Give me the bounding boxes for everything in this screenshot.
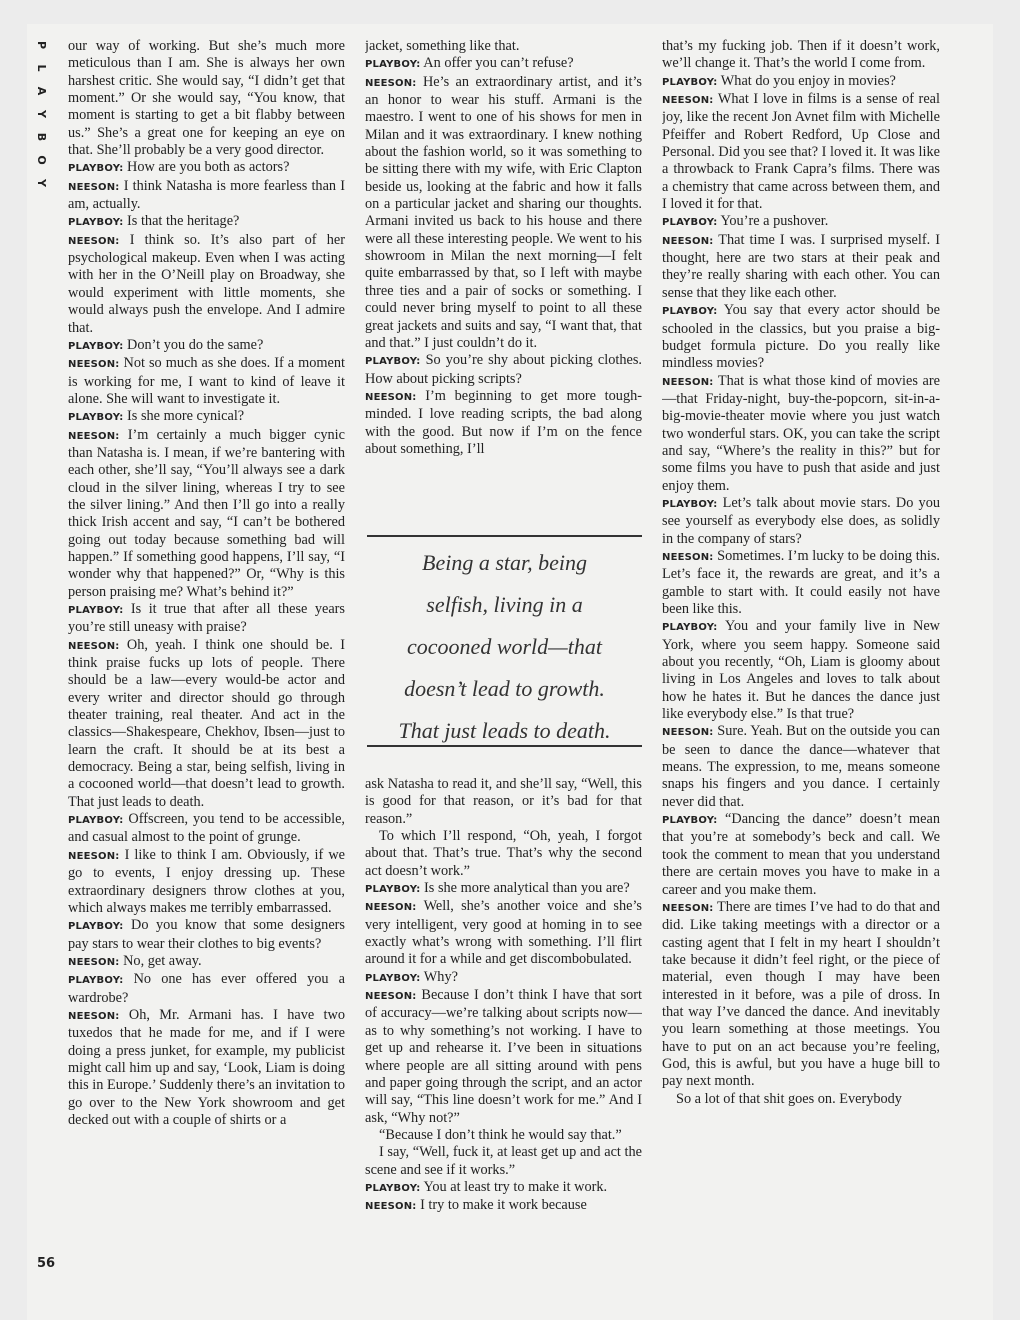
speaker-label: PLAYBOY:: [662, 306, 718, 318]
paragraph: [68, 1007, 345, 1129]
paragraph-text: He’s an extraordinary artist, and it’s an honor to wear his stuff. Armani is the maestro. I went to one of his shows for men in Milan and it was extraordinary. I knew nothing about the fashion world, so it was something to be sitting there with my wife, with Eric Clapton beside us, looking at the fabric and how it falls on a particular jacket and sharing our thoughts. Armani invited us back to his house and there were all these interesting people. We went to his showroom in Milan the next morning—I felt quite embarrassed by that, so I left with maybe three ties and a pair of socks or something. I could never bring myself to point to all these great jackets and suits and say, “I want that, that and that.” I just couldn’t do it.: [365, 73, 642, 351]
speaker-label: NEESON:: [662, 551, 714, 563]
pull-quote-line: That just leads to death.: [398, 718, 611, 743]
paragraph: [662, 91, 940, 213]
paragraph: [662, 899, 940, 1091]
paragraph: [662, 373, 940, 495]
speaker-label: NEESON:: [365, 77, 417, 89]
speaker-label: PLAYBOY:: [68, 921, 124, 933]
paragraph-text: I think so. It’s also part of her psychological makeup. Even when I was acting with her in the O’Neill play on Broadway, she would experiment with little moments, she would always push the envelope. And I admire that.: [68, 231, 345, 336]
paragraph: [365, 55, 642, 73]
paragraph-text: Oh, yeah. I think one should be. I think praise fucks up lots of people. There should be a law—every would-be actor and every writer and director should go through theater training, real theater. And act in the classics—Shakespeare, Chekhov, Ibsen—just to learn the craft. It should be at its best a democracy. Being a star, being selfish, living in a cocooned world—that doesn’t lead to growth. That just leads to death.: [68, 636, 345, 810]
paragraph: [365, 776, 642, 828]
paragraph-text: Sure. Yeah. But on the outside you can be seen to dance the dance—whatever that means. The expression, to me, means someone snaps his fingers and you dance. I certainly never did that.: [662, 723, 940, 810]
paragraph-text: Is it true that after all these years you’re still uneasy with praise?: [68, 601, 345, 636]
paragraph-text: Let’s talk about movie stars. Do you see yourself as everybody else does, as solidly in the company of stars?: [662, 494, 940, 547]
speaker-label: NEESON:: [662, 235, 714, 247]
speaker-label: NEESON:: [68, 359, 120, 371]
paragraph: [365, 898, 642, 968]
paragraph-text: That time I was. I surprised myself. I thought, here are two stars at their peak and they’re really sharing with each other. You can sense that they like each other.: [662, 231, 940, 301]
running-head-letter: Y: [35, 179, 48, 187]
paragraph: [365, 987, 642, 1127]
paragraph: [365, 828, 642, 880]
paragraph-text: Is that the heritage?: [127, 213, 240, 230]
paragraph: [68, 178, 345, 214]
paragraph: [662, 618, 940, 723]
paragraph: [68, 213, 345, 231]
paragraph-text: Is she more analytical than you are?: [424, 880, 630, 897]
speaker-label: PLAYBOY:: [365, 884, 421, 896]
paragraph: [662, 1091, 940, 1108]
paragraph: [365, 880, 642, 898]
paragraph-text: To which I’ll respond, “Oh, yeah, I forgot about that. That’s true. That’s why the second act doesn’t work.”: [365, 828, 642, 879]
speaker-label: PLAYBOY:: [365, 59, 421, 71]
speaker-label: PLAYBOY:: [662, 622, 718, 634]
running-head-letter: A: [35, 86, 48, 96]
paragraph-text: ask Natasha to read it, and she’ll say, “Well, this is good for that reason, or it’s bad for that reason.”: [365, 776, 642, 827]
paragraph-text: So a lot of that shit goes on. Everybody: [676, 1090, 902, 1107]
speaker-label: PLAYBOY:: [68, 975, 124, 987]
paragraph-text: That is what those kind of movies are—that Friday-night, buy-the-popcorn, sit-in-a-big-movie-theater movie where you just watch two wonderful stars. OK, you can take the script and say, “Where’s the reality in this?” but for some films you have to push that aside and just enjoy them.: [662, 372, 940, 494]
running-head-letter: L: [35, 64, 48, 72]
speaker-label: NEESON:: [662, 376, 714, 388]
running-head-letter: B: [35, 132, 48, 142]
speaker-label: PLAYBOY:: [68, 412, 124, 424]
speaker-label: NEESON:: [662, 727, 714, 739]
paragraph-text: Sometimes. I’m lucky to be doing this. Let’s face it, the rewards are great, and it’s a gamble to start with. It could easily not have been like this.: [662, 547, 940, 617]
paragraph: [365, 1179, 642, 1197]
paragraph: [68, 337, 345, 355]
column-2-bottom: [365, 776, 642, 1276]
paragraph-text: What do you enjoy in movies?: [720, 72, 896, 89]
paragraph: [68, 427, 345, 601]
speaker-label: PLAYBOY:: [68, 815, 124, 827]
paragraph: [662, 232, 940, 302]
speaker-label: PLAYBOY:: [68, 217, 124, 229]
speaker-label: NEESON:: [365, 902, 417, 914]
running-head-letter: P: [35, 40, 48, 50]
speaker-label: NEESON:: [662, 902, 714, 914]
paragraph-text: Well, she’s another voice and she’s very intelligent, very good at homing in to see exactly what’s wrong with something. I’ll flirt around it for a while and get discombobulated.: [365, 898, 642, 968]
paragraph: [662, 38, 940, 73]
paragraph: [365, 38, 642, 55]
paragraph: [365, 969, 642, 987]
speaker-label: NEESON:: [365, 991, 417, 1003]
speaker-label: PLAYBOY:: [662, 76, 718, 88]
column-3: [662, 38, 940, 1278]
paragraph: [68, 971, 345, 1007]
paragraph-text: I’m beginning to get more tough-minded. I love reading scripts, the bad along with the good. But now if I’m on the fence about something, I’ll: [365, 387, 642, 457]
speaker-label: NEESON:: [662, 95, 714, 107]
paragraph: [365, 1127, 642, 1144]
speaker-label: PLAYBOY:: [365, 356, 421, 368]
pull-quote-line: Being a star, being: [422, 550, 587, 575]
paragraph-text: Don’t you do the same?: [127, 336, 264, 353]
paragraph-text: Do you know that some designers pay stars to wear their clothes to big events?: [68, 917, 345, 952]
paragraph: [68, 917, 345, 953]
speaker-label: PLAYBOY:: [68, 340, 124, 352]
speaker-label: NEESON:: [365, 391, 417, 403]
paragraph: [662, 73, 940, 91]
paragraph: [662, 723, 940, 811]
paragraph-text: Because I don’t think I have that sort of accuracy—we’re talking about scripts now—as to why something’s not working. I have to get up and rehearse it. I’ve been in situations where people are all sitting around with pens and paper going through the script, and an actor will say, “This line doesn’t work for me.” And I ask, “Why not?”: [365, 987, 642, 1126]
speaker-label: NEESON:: [68, 640, 120, 652]
speaker-label: PLAYBOY:: [662, 815, 718, 827]
paragraph-text: Is she more cynical?: [127, 408, 245, 425]
paragraph-text: What I love in films is a sense of real joy, like the recent Jon Avnet film with Michelle Pfeiffer and Robert Redford, Up Close and Personal. Did you see that? I loved it. It was like a throwback to Frank Capra’s films. There was a chemistry that came across between them, and I loved it for that.: [662, 91, 940, 213]
paragraph-text: Why?: [423, 968, 458, 985]
speaker-label: PLAYBOY:: [68, 163, 124, 175]
paragraph-text: our way of working. But she’s much more meticulous than I am. She is always her own harshest critic. She would say, “I didn’t get that moment.” Or she would say, “You know, that moment is starting to get a bit flabby between us.” She’s a great one for keeping an eye on that. She’ll probably be a very good director.: [68, 38, 345, 159]
paragraph: [68, 159, 345, 177]
running-head: [34, 38, 48, 198]
speaker-label: PLAYBOY:: [662, 498, 718, 510]
pull-quote-line: doesn’t lead to growth.: [404, 676, 605, 701]
paragraph-text: You and your family live in New York, where you seem happy. Someone said about you recently, “Oh, Liam is gloomy about living in Los Angeles and loves to talk about how he hates it. But he dances the dance just like everybody else.” Is that true?: [662, 618, 940, 723]
speaker-label: PLAYBOY:: [365, 1182, 421, 1194]
paragraph-text: No, get away.: [123, 952, 202, 969]
paragraph-text: that’s my fucking job. Then if it doesn’t work, we’ll change it. That’s the world I come from.: [662, 38, 940, 72]
paragraph-text: jacket, something like that.: [365, 38, 520, 54]
paragraph-text: I try to make it work because: [420, 1197, 587, 1214]
column-2-top: [365, 38, 642, 518]
pull-quote-line: cocooned world—that: [407, 634, 602, 659]
paragraph: [365, 352, 642, 388]
paragraph-text: “Dancing the dance” doesn’t mean that you’re at somebody’s beck and call. We took the comment to mean that you understand there are certain moves you have to make in a career and you make them.: [662, 811, 940, 898]
speaker-label: NEESON:: [68, 956, 120, 968]
paragraph-text: You at least try to make it work.: [423, 1178, 608, 1195]
paragraph-text: I like to think I am. Obviously, if we go to events, I enjoy dressing up. These extraordinary designers throw clothes at you, which always makes me terribly embarrassed.: [68, 846, 345, 916]
running-head-letter: O: [35, 155, 48, 165]
paragraph: [365, 1197, 642, 1215]
paragraph-text: There are times I’ve had to do that and did. Like taking meetings with a director or a casting agent that I felt in my heart I shouldn’t take because it didn’t feel right, or the piece of material, even though I may have been interested in it before, was a pile of dross. In that way I’ve danced the dance. And inevitably you learn something at those meetings. You have to put on an act because you’re feeling, God, this is awful, but you have a huge bill to pay next month.: [662, 898, 940, 1090]
paragraph: [68, 601, 345, 637]
paragraph: [662, 811, 940, 899]
paragraph-text: I think Natasha is more fearless than I am, actually.: [68, 177, 345, 213]
paragraph: [365, 1144, 642, 1179]
paragraph: [68, 232, 345, 337]
page-number: 56: [37, 1256, 56, 1271]
paragraph: [365, 388, 642, 458]
speaker-label: NEESON:: [68, 850, 120, 862]
speaker-label: NEESON:: [68, 1010, 120, 1022]
paragraph-text: Oh, Mr. Armani has. I have two tuxedos that he made for me, and if I were doing a press junket, for example, my publicist might call him up and say, ‘Look, Liam is doing this in Europe.’ Suddenly there’s an invitation to go over to the New York showroom and get decked out with a couple of shirts or a: [68, 1006, 345, 1128]
paragraph: [662, 548, 940, 618]
speaker-label: PLAYBOY:: [68, 605, 124, 616]
speaker-label: NEESON:: [68, 235, 120, 247]
paragraph-text: So you’re shy about picking clothes. How about picking scripts?: [365, 352, 642, 387]
paragraph: [68, 953, 345, 971]
speaker-label: NEESON:: [365, 1201, 417, 1213]
paragraph-text: How are you both as actors?: [127, 159, 290, 176]
paragraph-text: I say, “Well, fuck it, at least get up and act the scene and see if it works.”: [365, 1144, 642, 1178]
speaker-label: PLAYBOY:: [365, 972, 421, 984]
paragraph-text: I’m certainly a much bigger cynic than Natasha is. I mean, if we’re bantering with each other, she’ll say, “You’ll always see a dark cloud in the silver lining, whereas I try to see the silver lining.” And then I’ll go into a really thick Irish accent and say, “I can’t be bothered going out today because something bad will happen.” If something good happens, I’ll say, “I wonder why that happened?” Or, “Why is this person praising me? What’s behind it?”: [68, 426, 345, 600]
speaker-label: PLAYBOY:: [662, 217, 718, 229]
paragraph-text: You’re a pushover.: [720, 213, 829, 230]
pull-quote-line: selfish, living in a: [426, 592, 583, 617]
speaker-label: NEESON:: [68, 181, 120, 193]
running-head-letter: Y: [35, 110, 48, 118]
paragraph: [662, 302, 940, 372]
paragraph: [68, 637, 345, 811]
column-1: [68, 38, 345, 1278]
speaker-label: NEESON:: [68, 430, 120, 442]
paragraph-text: Offscreen, you tend to be accessible, and casual almost to the point of grunge.: [68, 811, 345, 846]
paragraph-text: Not so much as she does. If a moment is working for me, I want to kind of leave it alone. She will want to investigate it.: [68, 355, 345, 407]
paragraph: [68, 847, 345, 917]
paragraph: [662, 213, 940, 231]
paragraph: [68, 38, 345, 159]
paragraph-text: No one has ever offered you a wardrobe?: [68, 971, 345, 1006]
paragraph: [365, 74, 642, 353]
paragraph: [662, 495, 940, 548]
pull-quote: [367, 535, 642, 747]
paragraph-text: You say that every actor should be schooled in the classics, but you praise a big-budget formula picture. Do you really like mindless movies?: [662, 302, 940, 372]
paragraph: [68, 811, 345, 847]
paragraph: [68, 355, 345, 408]
paragraph-text: An offer you can’t refuse?: [423, 55, 574, 72]
paragraph: [68, 408, 345, 426]
paragraph-text: “Because I don’t think he would say that.”: [379, 1126, 622, 1143]
